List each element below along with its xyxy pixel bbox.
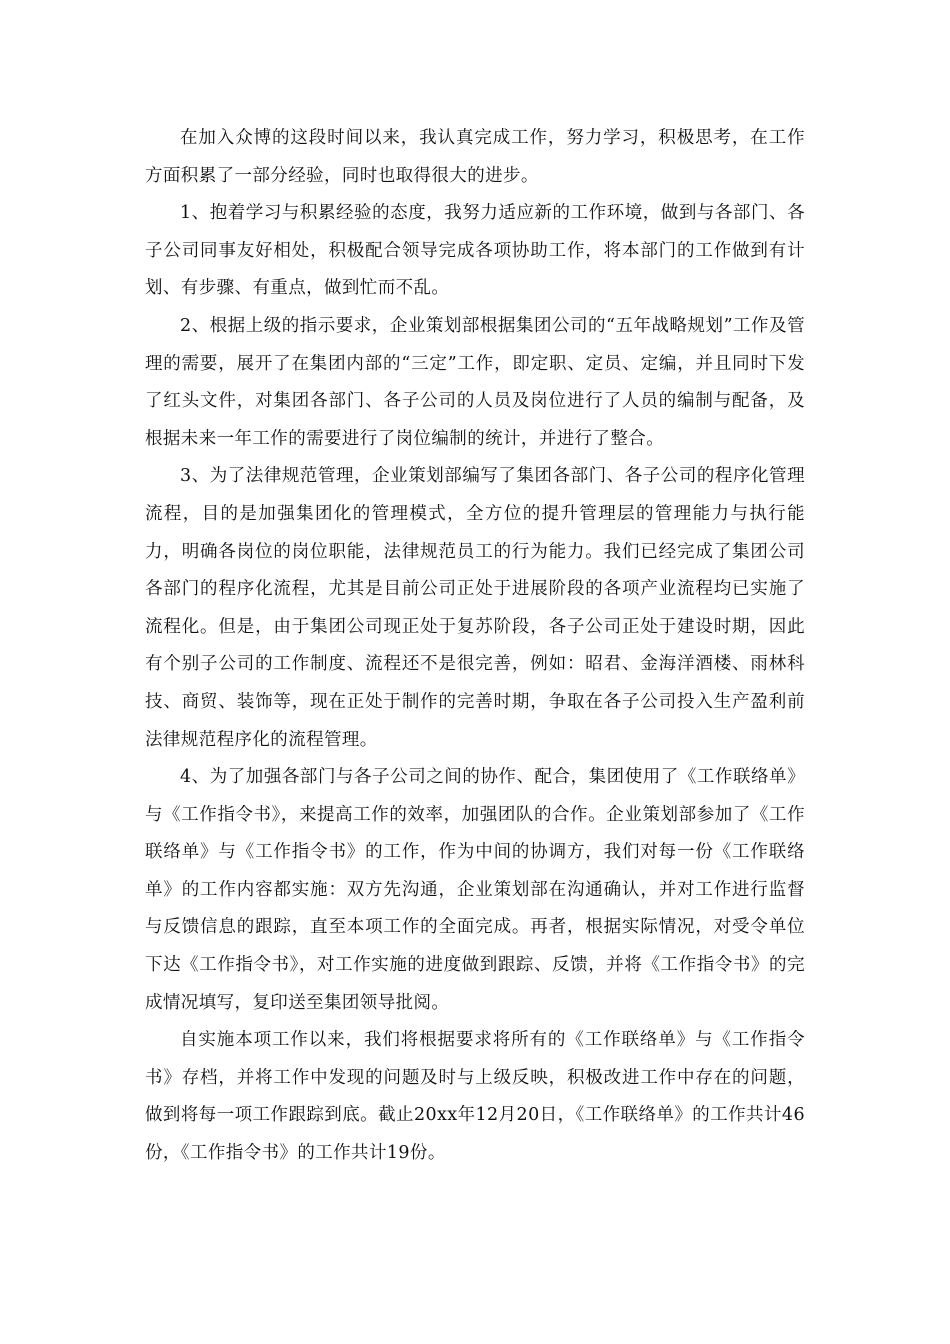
paragraph-summary: 自实施本项工作以来，我们将根据要求将所有的《工作联络单》与《工作指令书》存档，并将工作中发现的问题及时与上级反映，积极改进工作中存在的问题，做到将每一项工作跟踪到底。截止20xx年12月20日，《工作联络单》的工作共计46份，《工作指令书》的工作共计19份。 <box>145 1030 805 1164</box>
paragraph-intro: 在加入众博的这段时间以来，我认真完成工作，努力学习，积极思考，在工作方面积累了一部分经验，同时也取得很大的进步。 <box>145 128 805 186</box>
paragraph-item-2: 2、根据上级的指示要求，企业策划部根据集团公司的“五年战略规划”工作及管理的需要，展开了在集团内部的“三定”工作，即定职、定员、定编，并且同时下发了红头文件，对集团各部门、各子公司的人员及岗位进行了人员的编制与配备，及根据未来一年工作的需要进行了岗位编制的统计，并进行了整合。 <box>145 315 805 449</box>
paragraph-item-1: 1、抱着学习与积累经验的态度，我努力适应新的工作环境，做到与各部门、各子公司同事友好相处，积极配合领导完成各项协助工作，将本部门的工作做到有计划、有步骤、有重点，做到忙而不乱。 <box>145 203 805 299</box>
document-body <box>145 120 805 1173</box>
paragraph-item-4: 4、为了加强各部门与各子公司之间的协作、配合，集团使用了《工作联络单》与《工作指令书》，来提高工作的效率，加强团队的合作。企业策划部参加了《工作联络单》与《工作指令书》的工作，作为中间的协调方，我们对每一份《工作联络单》的工作内容都实施：双方先沟通，企业策划部在沟通确认，并对工作进行监督与反馈信息的跟踪，直至本项工作的全面完成。再者，根据实际情况，对受令单位下达《工作指令书》，对工作实施的进度做到跟踪、反馈，并将《工作指令书》的完成情况填写，复印送至集团领导批阅。 <box>145 767 805 1013</box>
paragraph-item-3: 3、为了法律规范管理，企业策划部编写了集团各部门、各子公司的程序化管理流程，目的是加强集团化的管理模式，全方位的提升管理层的管理能力与执行能力，明确各岗位的岗位职能，法律规范员工的行为能力。我们已经完成了集团公司各部门的程序化流程，尤其是目前公司正处于进展阶段的各项产业流程均已实施了流程化。但是，由于集团公司现正处于复苏阶段，各子公司正处于建设时期，因此有个别子公司的工作制度、流程还不是很完善，例如：昭君、金海洋酒楼、雨林科技、商贸、装饰等，现在正处于制作的完善时期，争取在各子公司投入生产盈利前法律规范程序化的流程管理。 <box>145 466 805 750</box>
